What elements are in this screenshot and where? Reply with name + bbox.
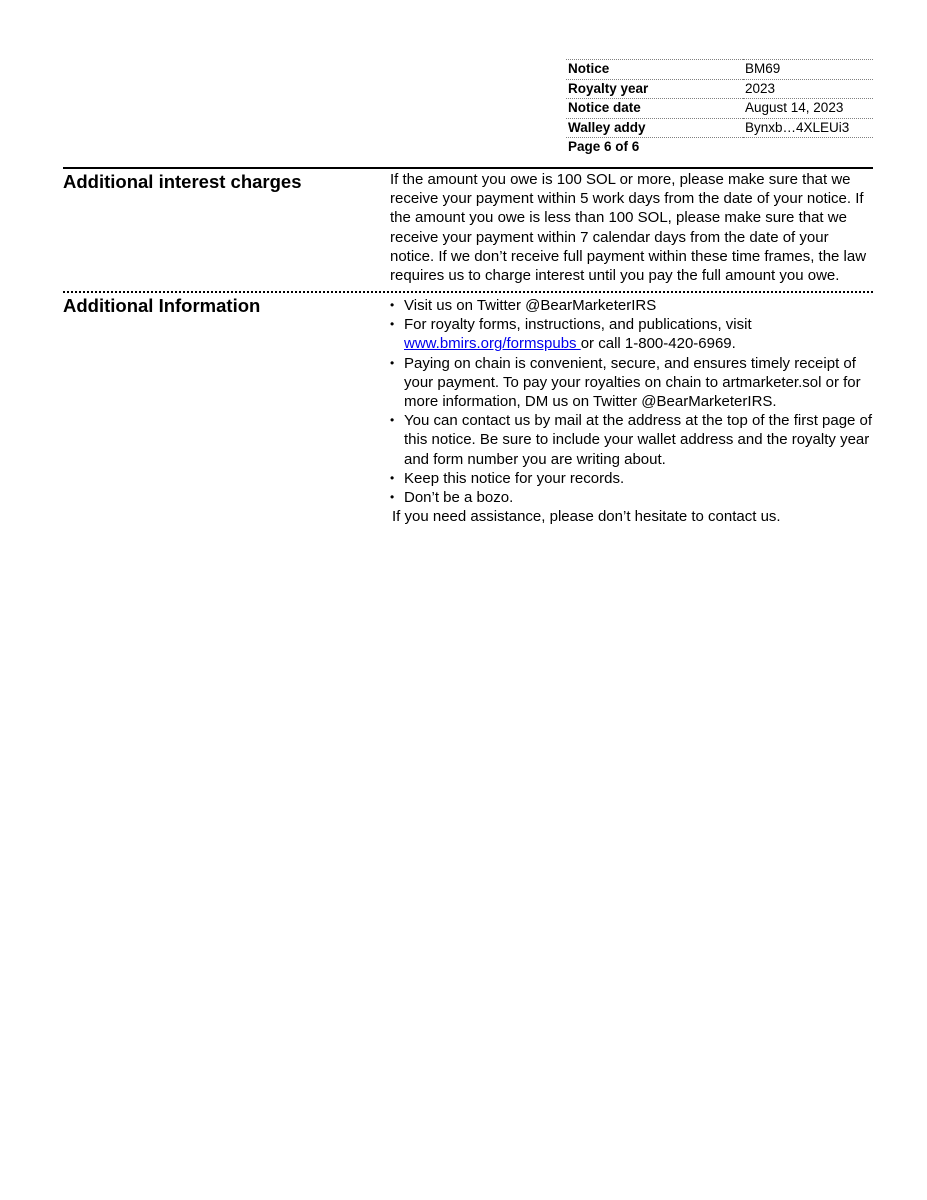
bullet-text: Don’t be a bozo.: [404, 489, 514, 507]
info-row-royalty-year: [566, 79, 873, 99]
info-value: Bynxb…4XLEUi3: [743, 118, 873, 138]
info-row-page: [566, 138, 873, 157]
info-label: Notice: [566, 60, 743, 80]
bullet-text: You can contact us by mail at the address at the top of the first page of this notice. Be sure to include your wallet address and the royalty year and form number you are writing about.: [404, 412, 873, 468]
bullet-text: Paying on chain is convenient, secure, and ensures timely receipt of your payment. To pay your royalties on chain to artmarketer.sol or for more information, DM us on Twitter @BearMarketerIRS.: [404, 354, 861, 411]
interest-paragraph: If the amount you owe is 100 SOL or more, please make sure that we receive your payment within 5 work days from the date of your notice. If the amount you owe is less than 100 SOL, please make sure that we receive your payment within 7 calendar days from the date of your notice. If we don’t receive full payment within these time frames, the law requires us to charge interest until you pay the full amount you owe.: [390, 171, 867, 285]
list-item: [390, 411, 875, 469]
info-row-notice-date: [566, 99, 873, 119]
bullet-icon: •: [390, 490, 395, 505]
bullet-icon: •: [390, 298, 395, 312]
bullet-text: Visit us on Twitter @BearMarketerIRS: [404, 297, 657, 314]
bullet-text: Keep this notice for your records.: [404, 469, 625, 487]
section-divider-dotted: [63, 291, 873, 293]
info-row-walley-addy: [566, 118, 873, 138]
section-divider-solid: [63, 167, 873, 169]
closing-text: If you need assistance, please don’t hesitate to contact us.: [392, 508, 781, 526]
bullet-text: or call 1-800-420-6969.: [580, 335, 736, 353]
list-item: [390, 488, 875, 507]
formspubs-link[interactable]: www.bmirs.org/formspubs: [404, 335, 581, 353]
info-label: Walley addy: [566, 118, 743, 138]
bullet-icon: •: [390, 355, 395, 370]
info-value: BM69: [743, 60, 873, 80]
info-section-title: Additional Information: [63, 295, 261, 316]
page-number: Page 6 of 6: [566, 138, 873, 157]
list-item: [390, 354, 875, 412]
bullet-icon: •: [390, 470, 395, 485]
info-row-notice: [566, 60, 873, 80]
list-item: [390, 296, 875, 315]
list-item: [390, 315, 875, 353]
info-value: 2023: [743, 79, 873, 99]
interest-section-body: [390, 170, 874, 285]
list-item: [390, 469, 875, 488]
notice-info-table: [566, 59, 873, 157]
bullet-icon: •: [390, 413, 395, 428]
info-label: Notice date: [566, 99, 743, 119]
info-bullet-list: [390, 296, 875, 507]
info-section-body: [390, 296, 875, 526]
bullet-text: For royalty forms, instructions, and publications, visit: [404, 316, 752, 334]
info-value: August 14, 2023: [743, 99, 873, 119]
interest-section-title: Additional interest charges: [63, 171, 302, 192]
info-label: Royalty year: [566, 79, 743, 99]
bullet-icon: •: [390, 317, 395, 332]
